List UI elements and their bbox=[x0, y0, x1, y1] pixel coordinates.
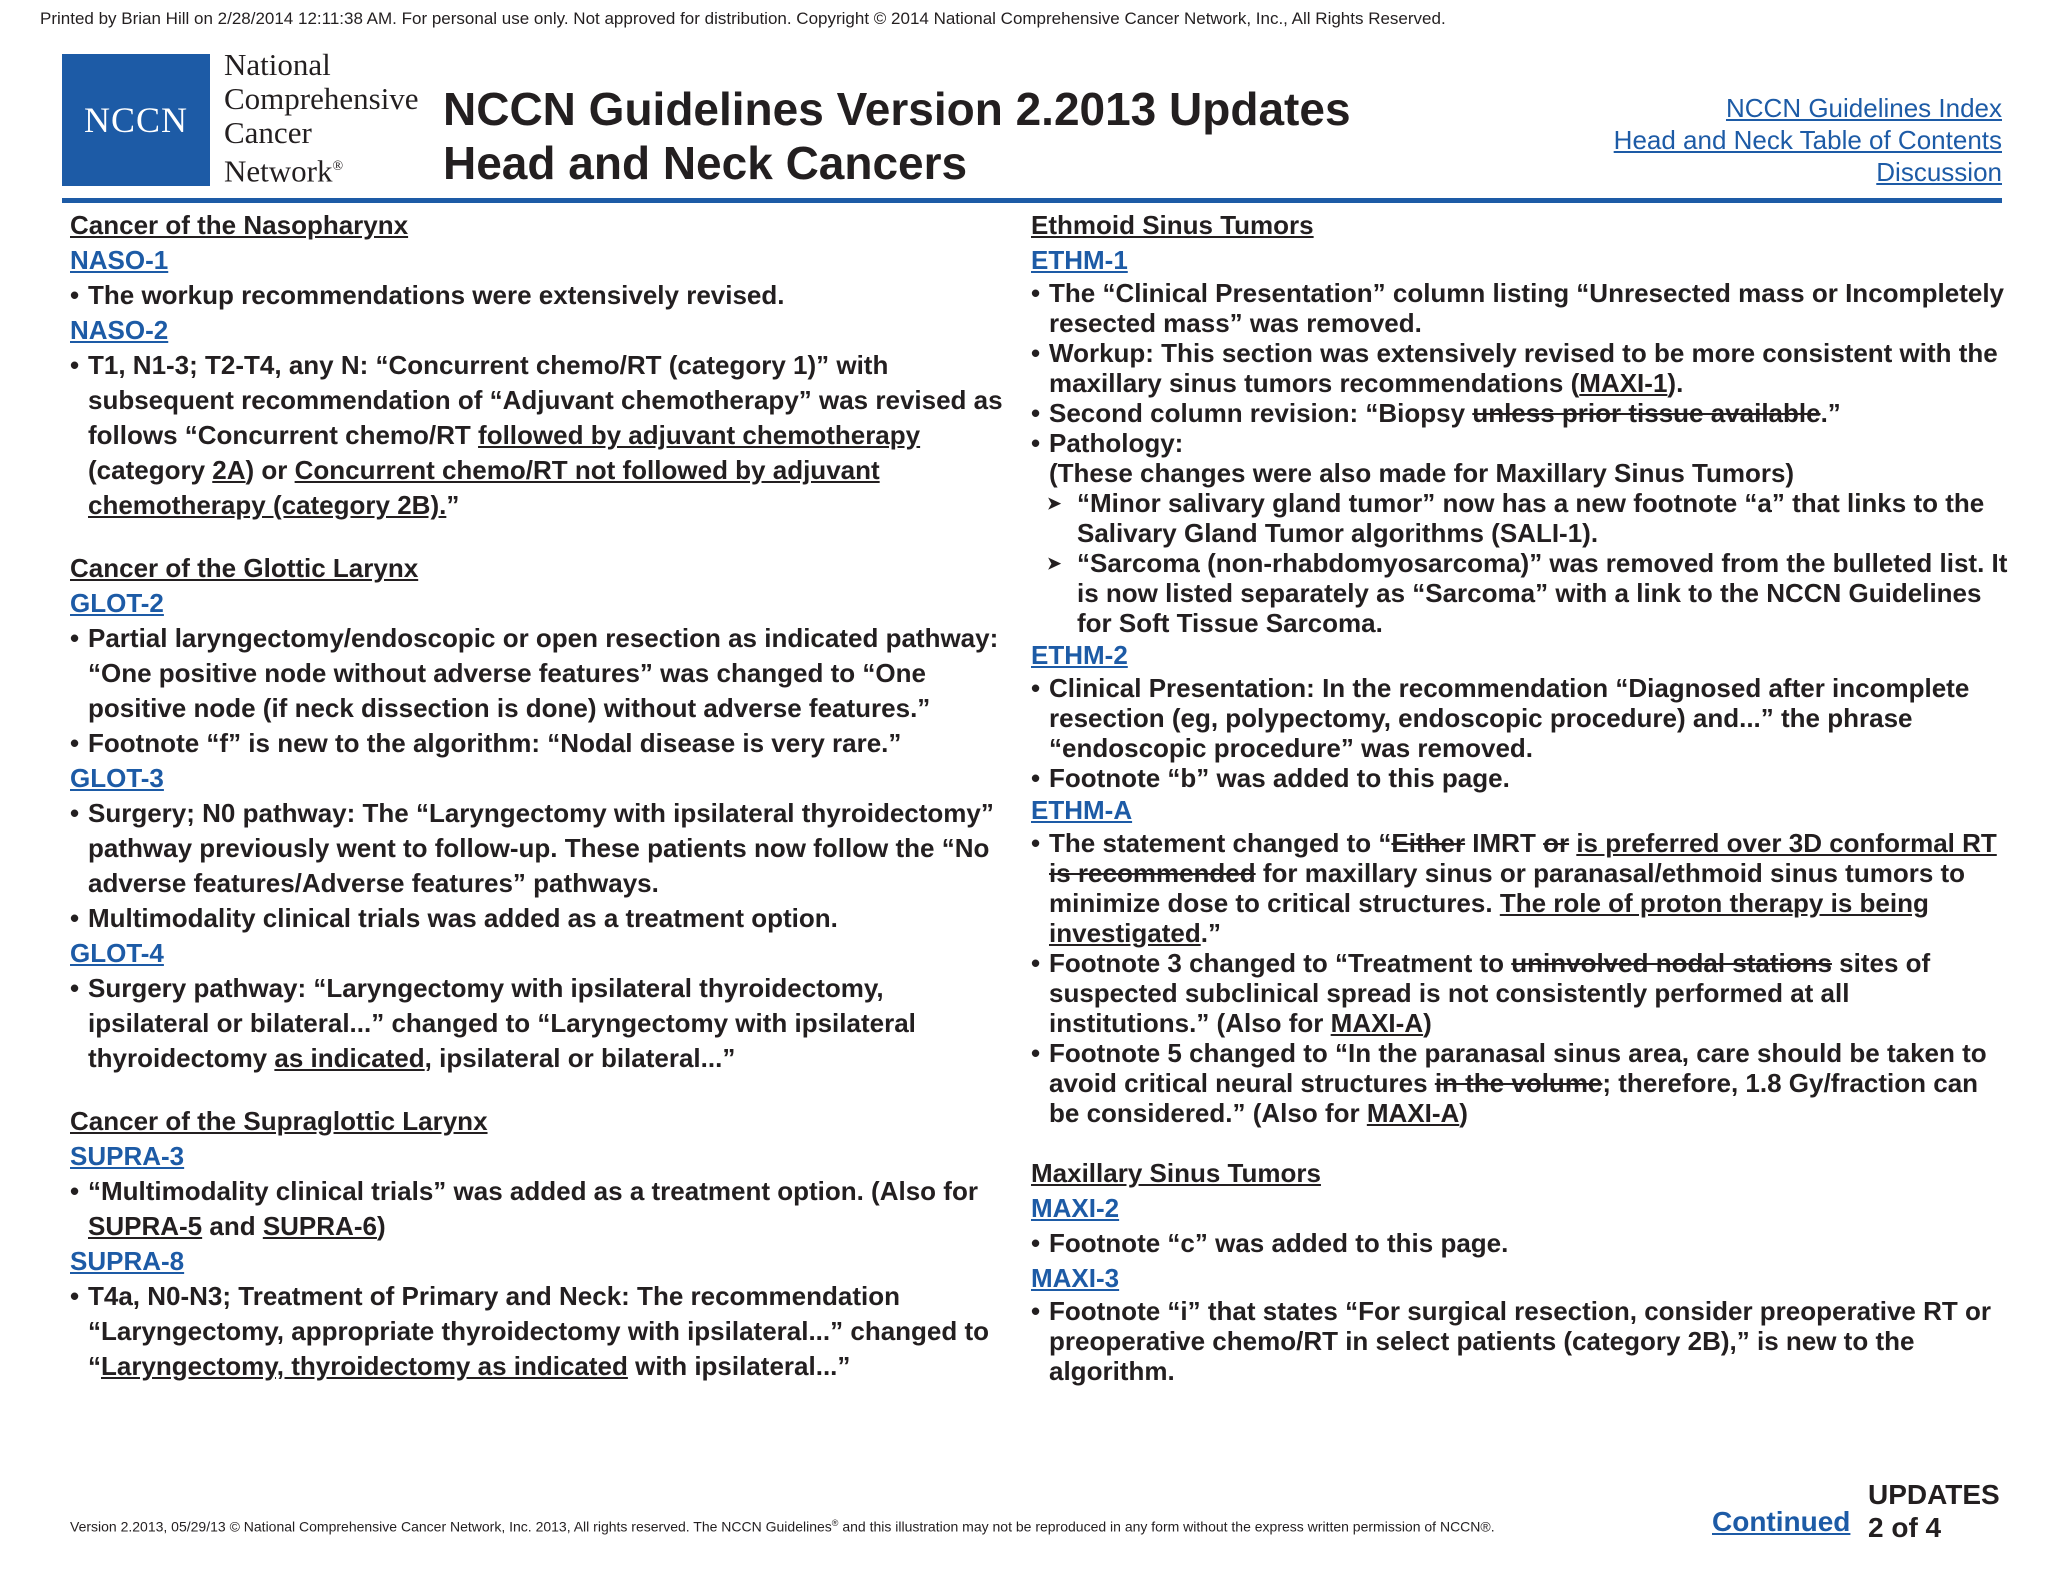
supra-8-link[interactable]: SUPRA-8 bbox=[70, 1246, 185, 1276]
section-heading-glottic-larynx: Cancer of the Glottic Larynx bbox=[70, 553, 419, 583]
guidelines-index-link[interactable]: NCCN Guidelines Index bbox=[1725, 93, 2002, 123]
list-item: • Clinical Presentation: In the recommendation “Diagnosed after incomplete resection (eg, polypectomy, endoscopic procedure) and...” the phrase “endoscopic procedure” was removed. bbox=[1031, 673, 2011, 763]
naso-2-link[interactable]: NASO-2 bbox=[70, 315, 169, 345]
org-line: Cancer bbox=[224, 115, 312, 150]
page-count: 2 of 4 bbox=[1868, 1512, 1942, 1543]
nccn-logo bbox=[62, 54, 210, 186]
discussion-link[interactable]: Discussion bbox=[1876, 157, 2002, 187]
ethm-a-link[interactable]: ETHM-A bbox=[1031, 795, 1133, 825]
continued-link[interactable]: Continued bbox=[1712, 1506, 1851, 1537]
org-line: Comprehensive bbox=[224, 81, 419, 116]
list-item: • Partial laryngectomy/endoscopic or open resection as indicated pathway: “One positive node without adverse features” was changed to “One positive node (if neck dissection is done) without adverse features.” bbox=[70, 621, 1010, 726]
glot-2-link[interactable]: GLOT-2 bbox=[70, 588, 164, 618]
table-of-contents-link[interactable]: Head and Neck Table of Contents bbox=[1613, 125, 2002, 155]
list-item: • Footnote “f” is new to the algorithm: “Nodal disease is very rare.” bbox=[70, 726, 1010, 761]
copyright-footer: Version 2.2013, 05/29/13 © National Comprehensive Cancer Network, Inc. 2013, All rights reserved. The NCCN Guidelines® and this illustration may not be reproduced in any form without the express written permission of NCCN®. bbox=[70, 1518, 1495, 1535]
list-item: • Footnote 3 changed to “Treatment to uninvolved nodal stations sites of suspected subclinical spread is not consistently performed at all institutions.” (Also for MAXI-A) bbox=[1031, 948, 2011, 1038]
glot-3-link[interactable]: GLOT-3 bbox=[70, 763, 164, 793]
list-item: • Footnote “i” that states “For surgical resection, consider preoperative RT or preoperative chemo/RT in select patients (category 2B),” is new to the algorithm. bbox=[1031, 1296, 2011, 1386]
list-item: • Surgery; N0 pathway: The “Laryngectomy with ipsilateral thyroidectomy” pathway previously went to follow-up. These patients now follow the “No adverse features/Adverse features” pathways. bbox=[70, 796, 1010, 901]
page-label: UPDATES bbox=[1868, 1479, 2000, 1510]
list-item: • The “Clinical Presentation” column listing “Unresected mass or Incompletely resected mass” was removed. bbox=[1031, 278, 2011, 338]
list-item-note: (These changes were also made for Maxillary Sinus Tumors) bbox=[1049, 458, 1795, 488]
section-heading-ethmoid-sinus: Ethmoid Sinus Tumors bbox=[1031, 210, 1314, 240]
org-name bbox=[224, 48, 419, 188]
sub-list-item: ➤ “Sarcoma (non-rhabdomyosarcoma)” was removed from the bulleted list. It is now listed separately as “Sarcoma” with a link to the NCCN Guidelines for Soft Tissue Sarcoma. bbox=[1031, 548, 2011, 638]
list-item: • Pathology: bbox=[1031, 428, 2011, 458]
list-item: • Second column revision: “Biopsy unless prior tissue available.” bbox=[1031, 398, 2011, 428]
glot-4-link[interactable]: GLOT-4 bbox=[70, 938, 164, 968]
list-item: • The workup recommendations were extensively revised. bbox=[70, 278, 1010, 313]
sub-list-item: ➤ “Minor salivary gland tumor” now has a new footnote “a” that links to the Salivary Gland Tumor algorithms (SALI-1). bbox=[1031, 488, 2011, 548]
supra-3-link[interactable]: SUPRA-3 bbox=[70, 1141, 185, 1171]
list-item: • Surgery pathway: “Laryngectomy with ipsilateral thyroidectomy, ipsilateral or bilateral...” changed to “Laryngectomy with ipsilateral thyroidectomy as indicated, ipsilateral or bilateral...” bbox=[70, 971, 1010, 1076]
right-column bbox=[1031, 208, 2011, 1386]
header-divider bbox=[62, 198, 2002, 203]
title-line-2: Head and Neck Cancers bbox=[443, 137, 968, 189]
maxi-3-link[interactable]: MAXI-3 bbox=[1031, 1263, 1120, 1293]
section-heading-nasopharynx: Cancer of the Nasopharynx bbox=[70, 210, 409, 240]
top-navigation bbox=[1614, 92, 2002, 188]
maxi-2-link[interactable]: MAXI-2 bbox=[1031, 1193, 1120, 1223]
list-item: • Footnote 5 changed to “In the paranasal sinus area, care should be taken to avoid critical neural structures in the volume; therefore, 1.8 Gy/fraction can be considered.” (Also for MAXI-A) bbox=[1031, 1038, 2011, 1128]
list-item: • Footnote “b” was added to this page. bbox=[1031, 763, 2011, 793]
org-line: Network® bbox=[224, 153, 344, 189]
list-item: • Workup: This section was extensively revised to be more consistent with the maxillary sinus tumors recommendations (MAXI-1). bbox=[1031, 338, 2011, 398]
page-number bbox=[1868, 1478, 2000, 1544]
list-item: • T4a, N0-N3; Treatment of Primary and Neck: The recommendation “Laryngectomy, appropriate thyroidectomy with ipsilateral...” changed to “Laryngectomy, thyroidectomy as indicated with ipsilateral...” bbox=[70, 1279, 1010, 1384]
logo-abbrev: NCCN bbox=[83, 100, 189, 140]
list-item: • T1, N1-3; T2-T4, any N: “Concurrent chemo/RT (category 1)” with subsequent recommendation of “Adjuvant chemotherapy” was revised as follows “Concurrent chemo/RT followed by adjuvant chemotherapy (category 2A) or Concurrent chemo/RT not followed by adjuvant chemotherapy (category 2B).” bbox=[70, 348, 1010, 523]
print-stamp: Printed by Brian Hill on 2/28/2014 12:11:38 AM. For personal use only. Not approved for distribution. Copyright © 2014 National Comprehensive Cancer Network, Inc., All Rights Reserved. bbox=[40, 9, 1446, 28]
org-line: National bbox=[224, 47, 331, 82]
list-item: • Multimodality clinical trials was added as a treatment option. bbox=[70, 901, 1010, 936]
page-title bbox=[443, 82, 1351, 190]
naso-1-link[interactable]: NASO-1 bbox=[70, 245, 169, 275]
title-line-1: NCCN Guidelines Version 2.2013 Updates bbox=[443, 83, 1351, 135]
section-heading-supraglottic-larynx: Cancer of the Supraglottic Larynx bbox=[70, 1106, 488, 1136]
ethm-1-link[interactable]: ETHM-1 bbox=[1031, 245, 1128, 275]
list-item: • The statement changed to “Either IMRT or is preferred over 3D conformal RT is recommended for maxillary sinus or paranasal/ethmoid sinus tumors to minimize dose to critical structures. The role of proton therapy is being investigated.” bbox=[1031, 828, 2011, 948]
list-item: • “Multimodality clinical trials” was added as a treatment option. (Also for SUPRA-5 and SUPRA-6) bbox=[70, 1174, 1010, 1244]
left-column bbox=[70, 208, 1010, 1384]
list-item: • Footnote “c” was added to this page. bbox=[1031, 1226, 2011, 1261]
section-heading-maxillary-sinus: Maxillary Sinus Tumors bbox=[1031, 1158, 1321, 1188]
ethm-2-link[interactable]: ETHM-2 bbox=[1031, 640, 1128, 670]
